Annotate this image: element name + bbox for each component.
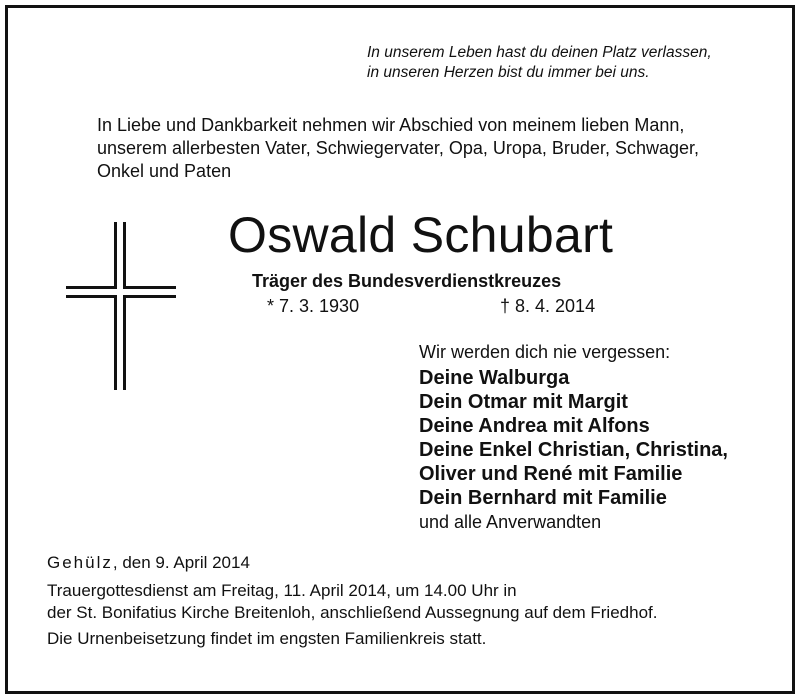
service-info <box>47 580 657 624</box>
death-date: † 8. 4. 2014 <box>500 296 596 316</box>
place-date <box>47 552 250 574</box>
closing-line: Wir werden dich nie vergessen: <box>419 342 671 362</box>
birth-date: * 7. 3. 1930 <box>267 296 360 316</box>
motto-line: In unserem Leben hast du deinen Platz verlassen, <box>367 44 712 61</box>
service-line: der St. Bonifatius Kirche Breitenloh, anschließend Aussegnung auf dem Friedhof. <box>47 603 658 622</box>
family-member: Dein Otmar mit Margit <box>419 391 628 413</box>
family-member: Dein Bernhard mit Familie <box>419 487 667 509</box>
urn-note: Die Urnenbeisetzung findet im engsten Familienkreis statt. <box>47 629 487 648</box>
cross-icon <box>66 222 178 390</box>
place-city: Gehülz <box>47 553 113 572</box>
relatives-line: und alle Anverwandten <box>419 512 602 532</box>
intro-line: Onkel und Paten <box>97 161 232 181</box>
motto-line: in unseren Herzen bist du immer bei uns. <box>367 64 650 81</box>
honor-title: Träger des Bundesverdienstkreuzes <box>252 271 562 291</box>
motto-verse <box>367 43 712 83</box>
intro-line: unserem allerbesten Vater, Schwiegervater, Opa, Uropa, Bruder, Schwager, <box>97 138 699 158</box>
intro-line: In Liebe und Dankbarkeit nehmen wir Abschied von meinem lieben Mann, <box>97 115 685 135</box>
deceased-name: Oswald Schubart <box>228 207 614 263</box>
intro-text <box>97 114 699 183</box>
family-member: Oliver und René mit Familie <box>419 463 683 485</box>
service-line: Trauergottesdienst am Freitag, 11. April 2014, um 14.00 Uhr in <box>47 581 517 600</box>
family-member: Deine Enkel Christian, Christina, <box>419 439 728 461</box>
place-date-text: , den 9. April 2014 <box>112 553 250 572</box>
family-member: Deine Walburga <box>419 367 570 389</box>
family-member: Deine Andrea mit Alfons <box>419 415 650 437</box>
